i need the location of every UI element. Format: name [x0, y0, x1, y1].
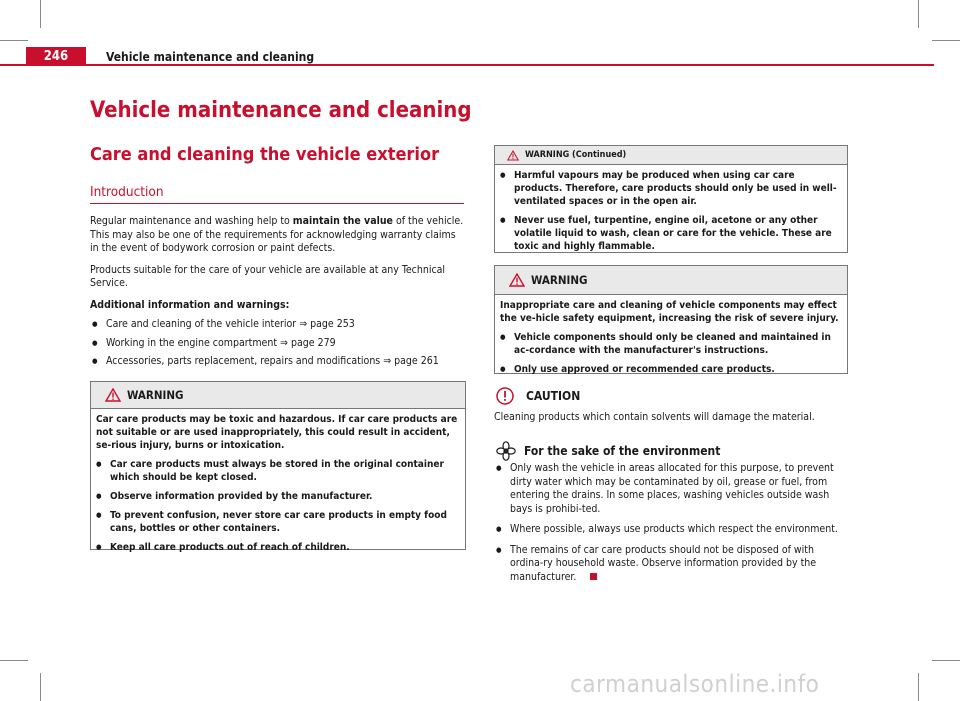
- crop-mark: [918, 673, 919, 701]
- products-paragraph: Products suitable for the care of your vehicle are available at any Technical Service.: [90, 263, 446, 289]
- crop-mark: [0, 660, 28, 661]
- crop-mark: [40, 0, 41, 28]
- warning-label: WARNING: [531, 273, 588, 287]
- environment-label: For the sake of the environment: [524, 444, 721, 458]
- cross-reference-link[interactable]: ● Accessories, parts replacement, repairs and modifications ⇒ page 261: [90, 355, 466, 369]
- warning-body: [495, 295, 847, 386]
- warning-triangle-icon: [507, 150, 519, 161]
- warning-label: WARNING: [127, 388, 184, 402]
- warning-body: [91, 409, 465, 564]
- subsection-title: Introduction: [90, 184, 164, 200]
- warning-bullet: ● Only use approved or recommended care products.: [500, 363, 842, 376]
- caution-label: CAUTION: [526, 389, 581, 403]
- watermark: carmanualsonline.info: [570, 670, 820, 698]
- warning-header: [495, 266, 847, 295]
- caution-exclamation-icon: [496, 387, 514, 405]
- cross-reference-link[interactable]: ● Working in the engine compartment ⇒ page 279: [90, 337, 466, 351]
- crop-mark: [932, 40, 960, 41]
- cross-reference-link[interactable]: ● Care and cleaning of the vehicle interior ⇒ page 253: [90, 318, 466, 332]
- intro-paragraph: Regular maintenance and washing help to maintain the value of the vehicle. This may also be one of the requirements for acknowledging warranty claims in the event of bodywork corrosion or paint defects.: [90, 215, 464, 254]
- warning-bullet: ● Vehicle components should only be cleaned and maintained in ac-cordance with the manufacturer's instructions.: [500, 331, 842, 357]
- cross-reference-list: [90, 318, 466, 369]
- warning-bullet: ● Observe information provided by the manufacturer.: [96, 490, 460, 503]
- caution-heading: [496, 387, 580, 405]
- warning-header: [91, 382, 465, 409]
- warning-bullet: ● To prevent confusion, never store car care products in empty food cans, bottles or other containers.: [96, 509, 460, 535]
- warning-bullet: ● Harmful vapours may be produced when using car care products. Therefore, care products should only be used in well-ventilated spaces or in the open air.: [500, 169, 842, 208]
- warning-continued-box: [494, 145, 848, 253]
- chapter-title: Vehicle maintenance and cleaning: [90, 98, 472, 123]
- caution-text: Cleaning products which contain solvents will damage the material.: [494, 411, 815, 423]
- environment-bullet: ● Where possible, always use products which respect the environment.: [494, 523, 846, 537]
- flower-environment-icon: [496, 441, 516, 461]
- header-rule: [0, 64, 934, 66]
- warning-continued-label: WARNING (Continued): [525, 150, 627, 160]
- warning-bullet: ● Car care products must always be stored in the original container which should be kept closed.: [96, 458, 460, 484]
- environment-heading: [496, 441, 720, 461]
- warning-triangle-icon: [105, 388, 121, 402]
- warning-continued-body: [495, 165, 847, 263]
- subsection-rule: [90, 203, 464, 204]
- warning-intro: Car care products may be toxic and hazardous. If car care products are not suitable or are used inappropriately, this could result in accident, se-rious injury, burns or intoxication.: [96, 414, 458, 451]
- warning-box: [90, 381, 466, 553]
- warning-box-2: [494, 265, 848, 374]
- environment-bullet: ● The remains of car care products should not be disposed of with ordina-ry household waste. Observe information provided by the manufacturer.: [494, 544, 846, 585]
- warning-triangle-icon: [509, 273, 525, 287]
- running-title: Vehicle maintenance and cleaning: [106, 50, 315, 64]
- environment-bullet: ● Only wash the vehicle in areas allocated for this purpose, to prevent dirty water which may be contaminated by oil, grease or fuel, from entering the drains. In some places, washing vehicles outside wash bays is prohibi-ted.: [494, 462, 846, 516]
- intro-emphasis: maintain the value: [292, 215, 393, 227]
- end-of-section-mark: [590, 573, 597, 580]
- warning-intro: Inappropriate care and cleaning of vehicle components may effect the ve-hicle safety equipment, increasing the risk of severe injury.: [500, 300, 839, 324]
- crop-mark: [932, 660, 960, 661]
- section-title: Care and cleaning the vehicle exterior: [90, 144, 440, 165]
- crop-mark: [0, 40, 28, 41]
- additional-heading: Additional information and warnings:: [90, 298, 290, 311]
- warning-continued-header: [495, 146, 847, 165]
- warning-bullet: ● Never use fuel, turpentine, engine oil, acetone or any other volatile liquid to wash, clean or care for the vehicle. These are toxic and highly flammable.: [500, 214, 842, 253]
- crop-mark: [40, 673, 41, 701]
- warning-bullet: ● Keep all care products out of reach of children.: [96, 541, 460, 554]
- crop-mark: [918, 0, 919, 28]
- left-column: [90, 215, 466, 374]
- environment-text: [494, 462, 846, 591]
- page-number: 246: [26, 47, 86, 66]
